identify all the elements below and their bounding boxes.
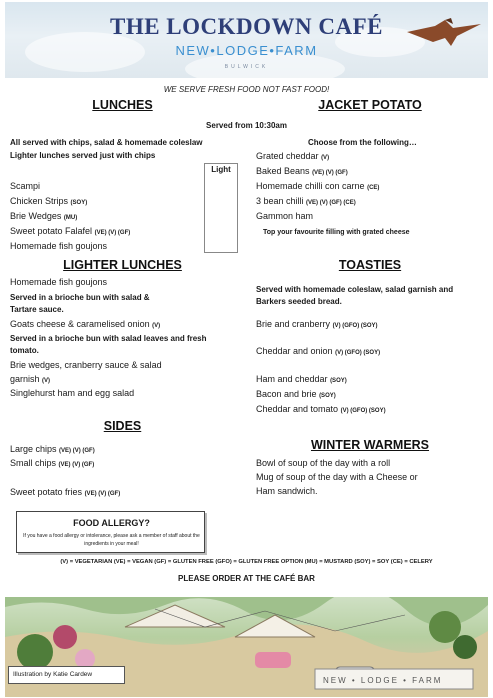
order-note: PLEASE ORDER AT THE CAFÉ BAR (178, 574, 315, 583)
list-item: garnish (V) (10, 374, 51, 384)
tagline: WE SERVE FRESH FOOD NOT FAST FOOD! (163, 85, 330, 94)
allergy-body: If you have a food allergy or intolerance, please ask a member of staff about the ingredients in your meal! (23, 533, 200, 547)
list-item: Brie and cranberry (V) (GFO) (SOY) (256, 319, 378, 329)
list-item: Grated cheddar (V) (256, 151, 330, 161)
served-from-time: Served from 10:30am (206, 121, 287, 130)
list-item: Homemade fish goujons (10, 277, 108, 287)
red-kite-icon (405, 12, 485, 57)
lighter-lunches-heading: LIGHTER LUNCHES (63, 258, 182, 272)
list-item: Mug of soup of the day with a Cheese or (256, 472, 418, 482)
list-item: Large chips (VE) (V) (GF) (10, 444, 95, 454)
list-item: Bowl of soup of the day with a roll (256, 458, 391, 468)
list-item: Cheddar and tomato (V) (GFO) (SOY) (256, 404, 386, 414)
toasties-intro: Served with homemade coleslaw, salad garnish and (256, 285, 454, 294)
toasties-heading: TOASTIES (338, 258, 402, 272)
list-item: Ham and cheddar (SOY) (256, 374, 347, 384)
list-item: Brie Wedges (MU) (10, 211, 78, 221)
lunches-heading: LUNCHES (92, 98, 153, 112)
allergy-notice (16, 511, 205, 553)
jacket-intro: Choose from the following… (308, 138, 417, 147)
list-item: Baked Beans (VE) (V) (GF) (256, 166, 348, 176)
farm-sign: NEW • LODGE • FARM (323, 676, 443, 685)
list-item-note: tomato. (10, 346, 39, 355)
light-column-box (204, 163, 238, 253)
sides-heading: SIDES (103, 419, 142, 433)
list-item: Sweet potato fries (VE) (V) (GF) (10, 487, 121, 497)
list-item: Scampi (10, 181, 41, 191)
jacket-footer: Top your favourite filling with grated cheese (263, 229, 410, 236)
list-item-note: Tartare sauce. (10, 305, 64, 314)
list-item: Gammon ham (256, 211, 314, 221)
list-item: Sweet potato Falafel (VE) (V) (GF) (10, 226, 131, 236)
list-item-note: Served in a brioche bun with salad & (10, 293, 150, 302)
jacket-potato-heading: JACKET POTATO (318, 98, 422, 112)
dietary-legend: (V) = VEGETARIAN (VE) = VEGAN (GF) = GLUTEN FREE (GFO) = GLUTEN FREE OPTION (MU) = MUSTARD (SOY) = SOY (CE) = CELERY (60, 559, 433, 565)
cafe-title: THE LOCKDOWN CAFÉ (109, 14, 384, 39)
list-item: 3 bean chilli (VE) (V) (GF) (CE) (256, 196, 356, 206)
lunches-intro: All served with chips, salad & homemade coleslaw (10, 138, 203, 147)
list-item: Homemade fish goujons (10, 241, 108, 251)
winter-warmers-heading: WINTER WARMERS (310, 438, 430, 452)
farm-subtitle: NEW•LODGE•FARM (175, 43, 318, 58)
list-item: Singlehurst ham and egg salad (10, 388, 135, 398)
list-item: Cheddar and onion (V) (GFO) (SOY) (256, 346, 381, 356)
lunches-intro-light: Lighter lunches served just with chips (10, 151, 156, 160)
list-item: Homemade chilli con carne (CE) (256, 181, 380, 191)
header-banner (5, 2, 488, 78)
allergy-title: FOOD ALLERGY? (73, 518, 150, 528)
list-item: Goats cheese & caramelised onion (V) (10, 319, 161, 329)
toasties-intro: Barkers seeded bread. (256, 297, 342, 306)
list-item-note: Served in a brioche bun with salad leaves and fresh (10, 334, 207, 343)
light-column-label: Light (211, 165, 231, 174)
list-item: Small chips (VE) (V) (GF) (10, 458, 95, 468)
list-item: Brie wedges, cranberry sauce & salad (10, 360, 162, 370)
list-item: Bacon and brie (SOY) (256, 389, 336, 399)
list-item: Chicken Strips (SOY) (10, 196, 88, 206)
list-item: Ham sandwich. (256, 486, 318, 496)
location-label: BULWICK (224, 64, 269, 70)
illustration-credit: Illustration by Katie Cardew (8, 666, 125, 684)
